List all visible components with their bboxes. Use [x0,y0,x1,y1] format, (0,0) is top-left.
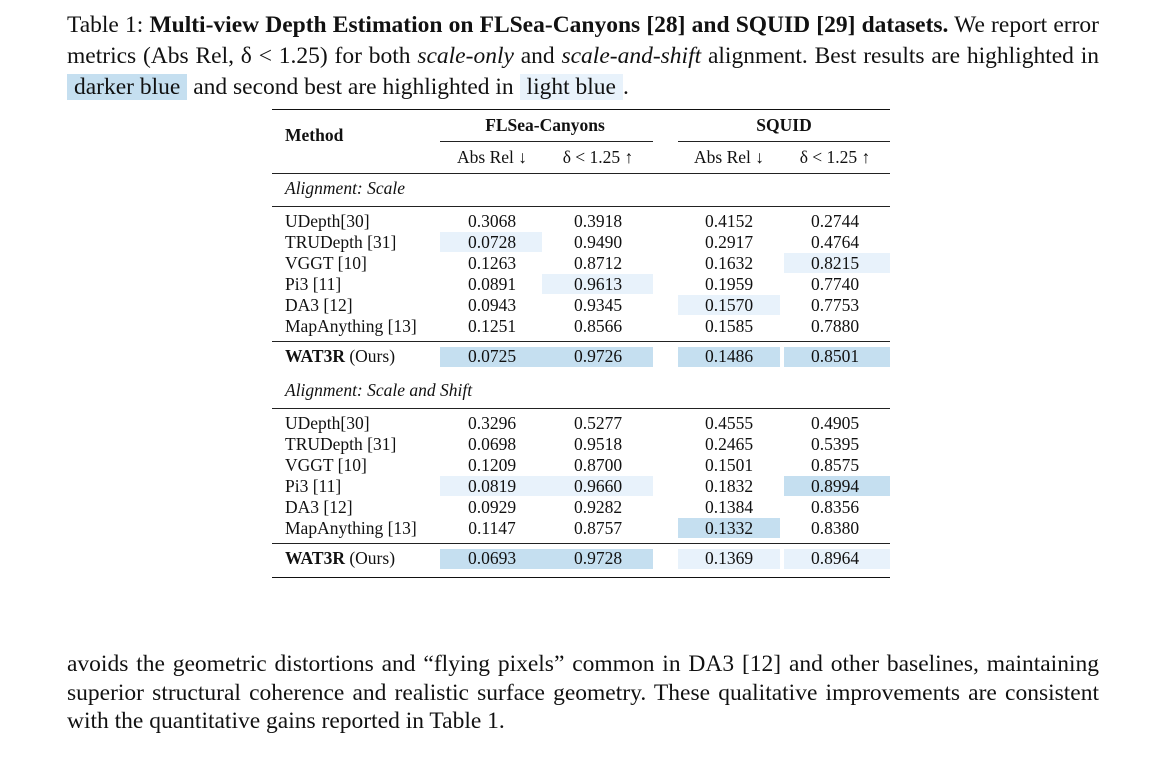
table-cell: 0.1263 [467,253,517,273]
table-cell: 0.8215 [810,253,860,273]
ours-method-suffix: (Ours) [344,548,396,568]
table-cell: 0.0728 [467,232,517,252]
ours-cell: 0.0693 [467,548,517,568]
table-cell: 0.1147 [468,518,516,538]
method-header: Method [285,125,344,145]
caption-text-a: We report error metrics (Abs Rel, δ < 1.25) for both [67,12,1099,69]
caption-scale-only: scale-only [417,43,514,69]
table-cell: 0.1332 [704,518,754,538]
table-cell: 0.3068 [467,211,517,231]
ours-cell: 0.1369 [704,548,754,568]
table-cell: 0.4905 [810,413,860,433]
table-cell: 0.8566 [573,316,623,336]
ours-rule [272,341,890,342]
table-cell: 0.9345 [573,295,623,315]
table-cell: 0.1959 [704,274,754,294]
table-cell: 0.7753 [810,295,860,315]
table-cell: 0.1384 [704,497,754,517]
table-cell: 0.9660 [573,476,623,496]
caption-text-b: alignment. Best results are highlighted in [701,43,1100,69]
caption-scale-and-shift: scale-and-shift [561,43,702,69]
table-cell: 0.2917 [704,232,754,252]
metric-header: δ < 1.25 ↑ [562,147,634,167]
table-cell: 0.8380 [810,518,860,538]
ours-method-name [285,548,395,569]
table-cell: 0.1585 [704,316,754,336]
table-cell: 0.1501 [704,455,754,475]
table-cell: 0.8700 [573,455,623,475]
body-paragraph: avoids the geometric distortions and “flying pixels” common in DA3 [12] and other baselines, maintaining superior structural coherence and realistic surface geometry. These qualitative improvements are consistent with the quantitative gains reported in Table 1. [67,651,1099,734]
table-cell: 0.5277 [573,413,623,433]
metric-header: Abs Rel ↓ [694,147,764,167]
method-name: Pi3 [11] [285,476,342,496]
table-cell: 0.7880 [810,316,860,336]
ours-rule [272,543,890,544]
table-cell: 0.3296 [467,413,517,433]
ours-method-bold: WAT3R [285,346,345,366]
ours-method-suffix: (Ours) [344,346,396,366]
method-name: UDepth[30] [285,211,370,231]
method-name: TRUDepth [31] [285,232,397,252]
ours-cell: 0.9728 [573,548,623,568]
metric-header: δ < 1.25 ↑ [799,147,871,167]
table-cell: 0.4152 [704,211,754,231]
table-cell: 0.8994 [810,476,860,496]
table-cell: 0.5395 [810,434,860,454]
method-name: TRUDepth [31] [285,434,397,454]
table-cell: 0.2465 [704,434,754,454]
table-cell: 0.0698 [467,434,517,454]
caption-title: Multi-view Depth Estimation on FLSea-Canyons [28] and SQUID [29] datasets. [149,12,949,38]
table-cell: 0.8757 [573,518,623,538]
table-cell: 0.4764 [810,232,860,252]
method-name: UDepth[30] [285,413,370,433]
method-name: MapAnything [13] [285,518,417,538]
table-cell: 0.8575 [810,455,860,475]
table-cell: 0.2744 [810,211,860,231]
metric-header: Abs Rel ↓ [457,147,527,167]
section-rule [272,206,890,207]
caption-prefix: Table 1: [67,12,150,38]
caption-light-blue: light blue [520,74,623,100]
table-cell: 0.1251 [467,316,517,336]
section-rule [272,408,890,409]
table-cell: 0.1832 [704,476,754,496]
caption-end: . [622,74,629,100]
table-cell: 0.9490 [573,232,623,252]
table-cell: 0.9613 [573,274,623,294]
caption-and: and [513,43,562,69]
table-cell: 0.1209 [467,455,517,475]
table-cell: 0.0819 [467,476,517,496]
method-name: MapAnything [13] [285,316,417,336]
header-rule [272,173,890,174]
ours-cell: 0.0725 [467,346,517,366]
ours-cell: 0.8964 [810,548,860,568]
table-bottom-rule [272,577,890,578]
ours-method-bold: WAT3R [285,548,345,568]
table-cell: 0.3918 [573,211,623,231]
section-title: Alignment: Scale [285,178,406,198]
dataset-header-squid: SQUID [756,115,812,135]
table-cell: 0.8356 [810,497,860,517]
table-cell: 0.1632 [704,253,754,273]
caption-darker-blue: darker blue [67,74,187,100]
method-name: DA3 [12] [285,497,353,517]
table-cell: 0.4555 [704,413,754,433]
dataset-rule-flsea [440,141,653,142]
caption-middle: and second best are highlighted in [187,74,520,100]
method-name: VGGT [10] [285,253,367,273]
table-cell: 0.0891 [467,274,517,294]
table-cell: 0.0943 [467,295,517,315]
results-table [272,109,890,579]
dataset-header-flsea: FLSea-Canyons [485,115,605,135]
method-name: DA3 [12] [285,295,353,315]
ours-cell: 0.9726 [573,346,623,366]
dataset-rule-squid [678,141,890,142]
table-caption [67,10,1099,103]
section-title: Alignment: Scale and Shift [285,380,473,400]
method-name: VGGT [10] [285,455,367,475]
ours-cell: 0.1486 [704,346,754,366]
table-cell: 0.7740 [810,274,860,294]
table-cell: 0.9282 [573,497,623,517]
table-cell: 0.0929 [467,497,517,517]
table-top-rule [272,109,890,110]
ours-method-name [285,346,395,367]
table-cell: 0.8712 [573,253,623,273]
method-name: Pi3 [11] [285,274,342,294]
table-cell: 0.9518 [573,434,623,454]
ours-cell: 0.8501 [810,346,860,366]
table-cell: 0.1570 [704,295,754,315]
